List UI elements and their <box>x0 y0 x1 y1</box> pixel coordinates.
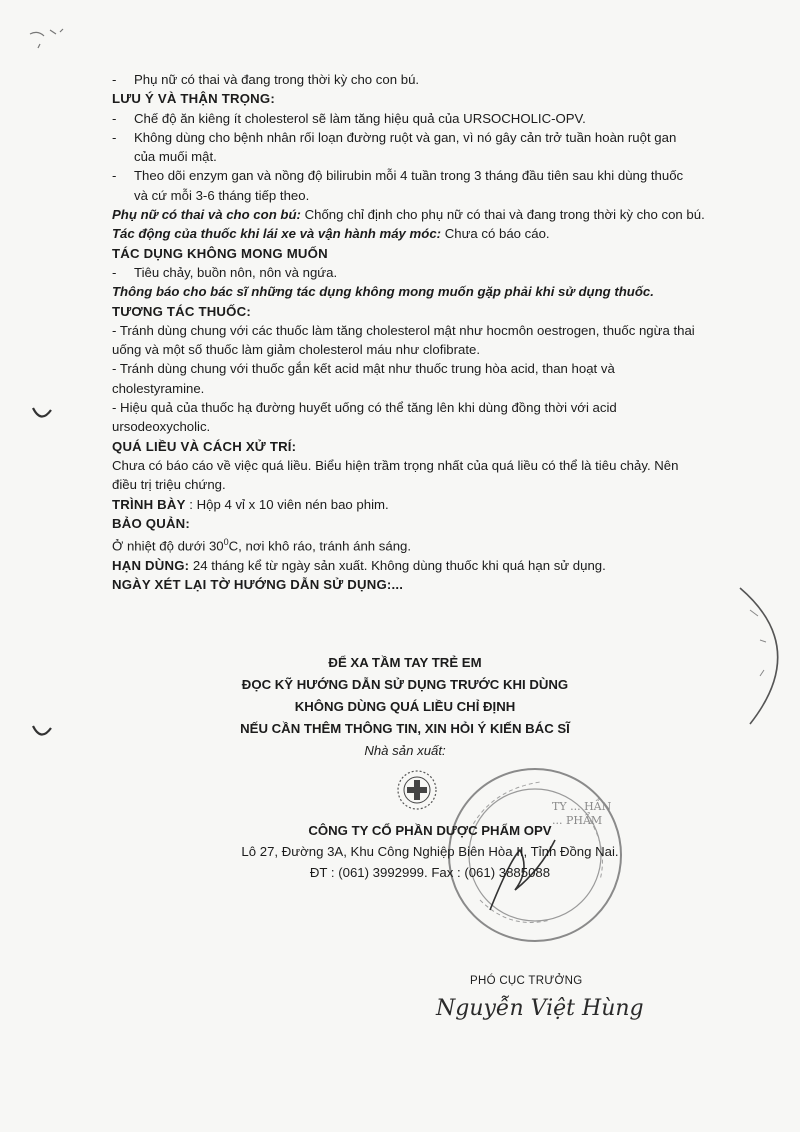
company-info <box>130 820 730 883</box>
caution-item-continued: của muối mật. <box>134 149 217 165</box>
warning-block <box>180 652 630 762</box>
presentation-line: TRÌNH BÀY : Hộp 4 vỉ x 10 viên nén bao phim. <box>112 496 389 512</box>
caution-item: - Theo dõi enzym gan và nồng độ bilirubin mỗi 4 tuần trong 3 tháng đầu tiên sau khi dùng thuốc <box>112 168 684 184</box>
shelf-life-line: HẠN DÙNG: 24 tháng kể từ ngày sản xuất. Không dùng thuốc khi quá hạn sử dụng. <box>112 557 606 573</box>
overdose-paragraph: Chưa có báo cáo về việc quá liều. Biểu hiện trầm trọng nhất của quá liều có thể là tiêu chảy. Nên điều trị triệu chứng. <box>112 457 679 493</box>
signature-name: Nguyễn Việt Hùng <box>436 996 644 1021</box>
section-heading-cautions: LƯU Ý VÀ THẬN TRỌNG: <box>112 91 275 107</box>
company-phone: ĐT : (061) 3992999. Fax : (061) 3885088 <box>309 865 551 880</box>
company-logo-icon <box>395 768 439 812</box>
section-heading-interactions: TƯƠNG TÁC THUỐC: <box>112 303 251 319</box>
revision-date-line: NGÀY XÉT LẠI TỜ HƯỚNG DẪN SỬ DỤNG:... <box>112 577 404 593</box>
section-heading-overdose: QUÁ LIỀU VÀ CÁCH XỬ TRÍ: <box>112 438 297 454</box>
punch-hole-mark-upper <box>30 402 54 426</box>
interaction-paragraph: - Tránh dùng chung với thuốc gắn kết acid mật như thuốc trung hòa acid, than hoạt và cholestyramine. <box>112 361 615 396</box>
storage-text: Ở nhiệt độ dưới $30^0C$, nơi khô ráo, tránh ánh sáng. <box>112 537 412 554</box>
interaction-paragraph: - Tránh dùng chung với các thuốc làm tăng cholesterol mật như hocmôn oestrogen, thuốc ngừa thai uống và một số thuốc làm giảm cholesterol máu như clofibrate. <box>112 322 695 358</box>
warning-line: NẾU CẦN THÊM THÔNG TIN, XIN HỎI Ý KIẾN BÁC SĨ <box>240 721 570 736</box>
side-effect-item: - Tiêu chảy, buồn nôn, nôn và ngứa. <box>112 264 338 280</box>
company-address: Lô 27, Đường 3A, Khu Công Nghiệp Biên Hòa II, Tỉnh Đồng Nai. <box>241 844 619 859</box>
leaflet-body <box>112 70 752 594</box>
company-name: CÔNG TY CỔ PHẦN DƯỢC PHẨM OPV <box>308 823 552 838</box>
section-heading-side-effects: TÁC DỤNG KHÔNG MONG MUỐN <box>112 245 328 261</box>
section-heading-storage: BẢO QUẢN: <box>112 515 190 531</box>
warning-line: ĐỂ XA TẦM TAY TRẺ EM <box>328 655 482 670</box>
pregnancy-paragraph: Phụ nữ có thai và cho con bú: Chống chỉ định cho phụ nữ có thai và đang trong thời kỳ cho con bú. <box>112 207 705 223</box>
manufacturer-label: Nhà sản xuất: <box>364 743 446 758</box>
corner-scan-mark <box>24 20 84 60</box>
caution-item: - Chế độ ăn kiêng ít cholesterol sẽ làm tăng hiệu quả của URSOCHOLIC-OPV. <box>112 110 586 126</box>
driving-paragraph: Tác động của thuốc khi lái xe và vận hành máy móc: Chưa có báo cáo. <box>112 226 550 242</box>
punch-hole-mark-lower <box>30 720 54 744</box>
caution-item: - Không dùng cho bệnh nhân rối loạn đường ruột và gan, vì nó gây cản trở tuần hoàn ruột gan <box>112 129 677 145</box>
caution-item-continued: và cứ mỗi 3-6 tháng tiếp theo. <box>134 187 310 203</box>
warning-line: KHÔNG DÙNG QUÁ LIỀU CHỈ ĐỊNH <box>294 699 516 714</box>
warning-line: ĐỌC KỸ HƯỚNG DẪN SỬ DỤNG TRƯỚC KHI DÙNG <box>241 677 569 692</box>
interaction-paragraph: - Hiệu quả của thuốc hạ đường huyết uống có thể tăng lên khi dùng đồng thời với acid ursodeoxycholic. <box>112 400 617 435</box>
contraindication-item: - Phụ nữ có thai và đang trong thời kỳ cho con bú. <box>112 72 420 87</box>
stamp-text: TY ... HẦN ... PHẨM <box>552 800 612 827</box>
notify-doctor-note: Thông báo cho bác sĩ những tác dụng không mong muốn gặp phải khi sử dụng thuốc. <box>112 284 654 300</box>
partial-stamp-right-edge <box>720 580 800 730</box>
deputy-director-title: PHÓ CỤC TRƯỞNG <box>470 975 583 987</box>
